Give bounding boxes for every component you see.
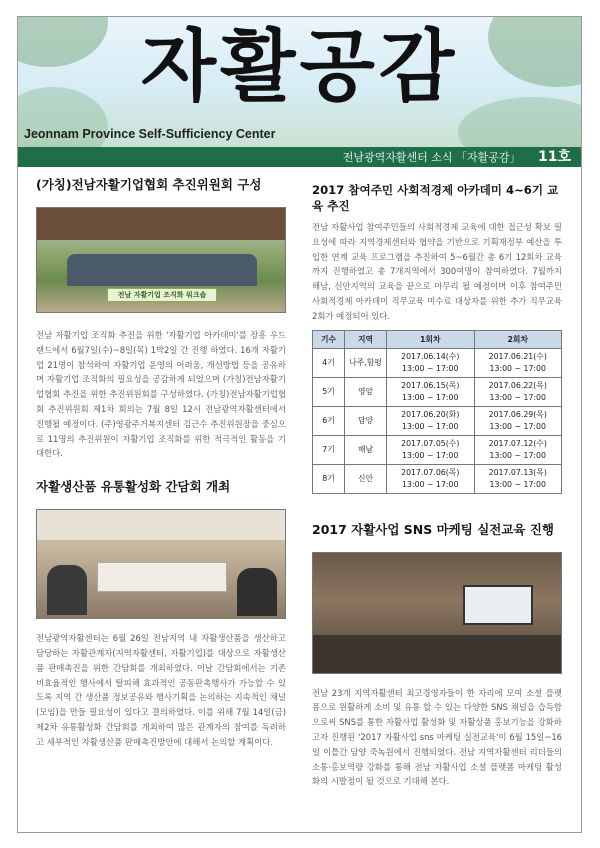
table-header-row — [313, 330, 562, 348]
roof-shape — [37, 208, 286, 240]
window-wall-shape — [37, 510, 286, 540]
schedule-table — [312, 330, 562, 494]
table-row — [313, 435, 562, 464]
cell-session2: 2017.06.22(목) 13:00 ~ 17:00 — [474, 377, 562, 406]
left-column — [36, 177, 286, 750]
article-body: 전남 자활기업 조직화 추진을 위한 '자활기업 아카데미'를 장흥 우드랜드에서 6월7일(수)~8일(목) 1박2일 간 진행 하였다. 16개 자활기업 21명이 참석하여 자활기업 운영의 어려움, 개선방법 등을 공유하며 자활기업 조직화의 필요성을 공감하게 되었으며 (가칭)전남자활기업협회 추진을 위한 추진위원회를 구성하였다. (가칭)전남자활기업협회 추진위원회 제1차 회의는 7월 8일 12시 전남광역자활센터에서 진행될 예정이다. (주)영광주거복지센터 김근수 추진위원장을 중심으로 11명의 추진위원이 자활기업 조직화를 위한 적극적인 활동을 기대한다. — [36, 330, 286, 459]
article-body: 전남 자활사업 참여주민들의 사회적경제 교육에 대한 접근성 확보 필요성에 따라 지역경제센터와 협약을 기반으로 기획재정부 예산을 투입한 연계 교육 프로그램을 추진하여 5~6월간 총 6기 12회차 교육까지 진행하였고 총 7개지역에서 300여명이 참여하였다. 7월까지 해남, 신안지역의 교육을 끝으로 마무리 될 예정이며 이후 참여주민 사회적경제 아카데미 직무교육 미수료 대상자를 위한 추가 직무교육 2회가 예정되어 있다. — [312, 222, 562, 321]
masthead-subtitle: Jeonnam Province Self-Sufficiency Center — [24, 127, 276, 141]
cell-cohort: 8기 — [313, 464, 345, 493]
issue-number: 11호 — [537, 149, 571, 165]
cell-region: 담양 — [345, 406, 387, 435]
table-row — [313, 406, 562, 435]
cell-session2: 2017.06.21(수) 13:00 ~ 17:00 — [474, 348, 562, 377]
cell-session1: 2017.06.20(화) 13:00 ~ 17:00 — [387, 406, 475, 435]
article-title: 2017 참여주민 사회적경제 아카데미 4~6기 교육 추진 — [312, 183, 559, 213]
cell-cohort: 6기 — [313, 406, 345, 435]
person-shape — [237, 568, 277, 616]
article-title: 2017 자활사업 SNS 마케팅 실전교육 진행 — [312, 521, 554, 537]
article-body: 전남광역자활센터는 6월 26일 전남지역 내 자활생산품을 생산하고 담당하는 자활관계자(지역자활센터, 자활기업)를 대상으로 자활생산품 판매촉진을 위한 간담회를 개최하였다. 이날 간담회에서는 기존 비효율적인 행사에서 탈피해 효과적인 공동판촉행사가 가능할 수 있도록 지역 간 생산품 정보공유와 행사기획을 논의하는 지속적인 채널(모임)을 만들 필요성이 있다고 결의하였다. 이를 위해 7월 14일(금) 제2차 유통활성화 간담회를 개최하여 많은 관계자의 참여를 독려하고 세부적인 자활생산품 판매촉진방안에 대해서 논의할 계획이다. — [36, 633, 286, 747]
workshop-banner: 전남 자활기업 조직화 워크숍 — [107, 288, 217, 302]
cell-session1: 2017.06.14(수) 13:00 ~ 17:00 — [387, 348, 475, 377]
meeting-photo — [36, 509, 286, 619]
article-body: 전남 23개 지역자활센터 최고경영자들이 한 자리에 모여 소셜 플랫폼으로 원활하게 소비 및 유통 할 수 있는 다양한 SNS 채널을 습득함으로써 SNS를 통한 자활사업 활성화 및 자활상품 홍보기능을 강화하고자 진행된 '2017 자활사업 sns 마케팅 실전교육'이 6월 15일~16일 이틀간 담양 죽녹원에서 진행되었다. 전남 지역자활센터 리더들의 소통·홍보역량 강화를 통해 전남 자활사업 소셜 플랫폼 마케팅 활성화의 시발점이 될 것으로 기대해 본다. — [312, 687, 562, 787]
article-title: 자활생산품 유통활성화 간담회 개최 — [36, 479, 231, 495]
newsletter-page — [17, 16, 582, 833]
header-cell: 지역 — [345, 330, 387, 348]
table-row — [313, 348, 562, 377]
cell-region: 영암 — [345, 377, 387, 406]
issue-bar — [18, 147, 581, 167]
people-group-shape — [67, 254, 257, 286]
header-cell: 기수 — [313, 330, 345, 348]
cell-session2: 2017.07.12(수) 13:00 ~ 17:00 — [474, 435, 562, 464]
header-cell: 1회차 — [387, 330, 475, 348]
projector-screen-shape — [463, 585, 533, 625]
header-cell: 2회차 — [474, 330, 562, 348]
cell-cohort: 7기 — [313, 435, 345, 464]
masthead-title: 자활공감 — [140, 22, 459, 112]
workshop-group-photo — [36, 207, 286, 313]
cell-region: 나주,함평 — [345, 348, 387, 377]
right-column — [312, 182, 562, 789]
cell-session1: 2017.06.15(목) 13:00 ~ 17:00 — [387, 377, 475, 406]
person-shape — [47, 565, 87, 615]
audience-shape — [313, 635, 562, 674]
cell-session2: 2017.06.29(목) 13:00 ~ 17:00 — [474, 406, 562, 435]
cell-region: 해남 — [345, 435, 387, 464]
cell-session2: 2017.07.13(목) 13:00 ~ 17:00 — [474, 464, 562, 493]
masthead-banner — [18, 17, 581, 147]
article-title: (가칭)전남자활기업협회 추진위원회 구성 — [36, 177, 262, 192]
cell-session1: 2017.07.06(목) 13:00 ~ 17:00 — [387, 464, 475, 493]
cell-session1: 2017.07.05(수) 13:00 ~ 17:00 — [387, 435, 475, 464]
table-row — [313, 377, 562, 406]
issue-label: 전남광역자활센터 소식 「자활공감」 — [342, 151, 521, 164]
training-classroom-photo — [312, 552, 562, 674]
cell-cohort: 4기 — [313, 348, 345, 377]
table-row — [313, 464, 562, 493]
cell-cohort: 5기 — [313, 377, 345, 406]
cell-region: 신안 — [345, 464, 387, 493]
table-shape — [97, 562, 227, 592]
